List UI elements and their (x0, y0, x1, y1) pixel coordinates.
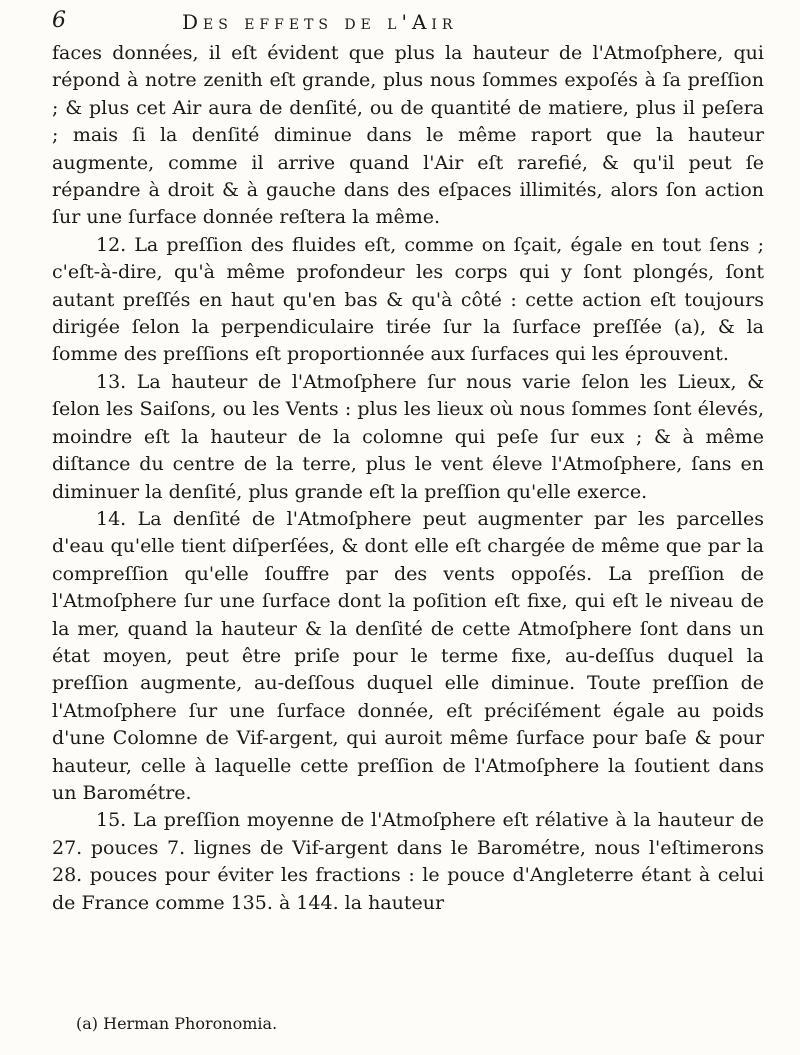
paragraph-14: 14. La denſité de l'Atmoſphere peut augmenter par les parcelles d'eau qu'elle tient diſperſées, & dont elle eſt chargée de même que par la compreſſion qu'elle ſouffre par des vents oppoſés. La preſſion de l'Atmoſphere ſur une ſurface dont la poſition eſt fixe, qui eſt le niveau de la mer, quand la hauteur & la denſité de cette Atmoſphere ſont dans un état moyen, peut être priſe pour le terme fixe, au-deſſus duquel la preſſion augmente, au-deſſous duquel elle diminue. Toute preſſion de l'Atmoſphere ſur une ſurface donnée, eſt préciſément égale au poids d'une Colomne de Vif-argent, qui auroit même ſurface pour baſe & pour hauteur, celle à laquelle cette preſſion de l'Atmoſphere la ſoutient dans un Barométre. (52, 507, 764, 804)
running-title: Des effets de l'Air (182, 10, 458, 34)
paragraph-12: 12. La preſſion des fluides eſt, comme on ſçait, égale en tout ſens ; c'eſt-à-dire, qu'à même profondeur les corps qui y ſont plongés, ſont autant preſſés en haut qu'en bas & qu'à côté : cette action eſt toujours dirigée ſelon la perpendiculaire tirée ſur la ſurface preſſée (a), & la ſomme des preſſions eſt proportionnée aux ſurfaces qui les éprouvent. (52, 233, 764, 366)
page-number: 6 (52, 8, 66, 33)
page-header (52, 6, 764, 36)
paragraph-15: 15. La preſſion moyenne de l'Atmoſphere eſt rélative à la hauteur de 27. pouces 7. lignes de Vif-argent dans le Barométre, nous l'eſtimerons 28. pouces pour éviter les fractions : le pouce d'Angleterre étant à celui de France comme 135. à 144. la hauteur (52, 809, 764, 914)
paragraph-continued: faces données, il eſt évident que plus la hauteur de l'Atmoſphere, qui répond à notre zenith eſt grande, plus nous ſommes expoſés à ſa preſſion ; & plus cet Air aura de denſité, ou de quantité de matiere, plus il peſera ; mais ſi la denſité diminue dans le même raport que la hauteur augmente, comme il arrive quand l'Air eſt rarefié, & qu'il peut ſe répandre à droit & à gauche dans des eſpaces illimités, alors ſon action ſur une ſurface donnée reſtera la même. (52, 42, 764, 229)
body-text (52, 40, 764, 917)
footnote: (a) Herman Phoronomia. (76, 1014, 278, 1033)
paragraph-13: 13. La hauteur de l'Atmoſphere ſur nous varie ſelon les Lieux, & ſelon les Saiſons, ou les Vents : plus les lieux où nous ſommes ſont élevés, moindre eſt la hauteur de la colomne qui peſe ſur eux ; & à même diſtance du centre de la terre, plus le vent éleve l'Atmoſphere, ſans en diminuer la denſité, plus grande eſt la preſſion qu'elle exerce. (52, 370, 764, 503)
